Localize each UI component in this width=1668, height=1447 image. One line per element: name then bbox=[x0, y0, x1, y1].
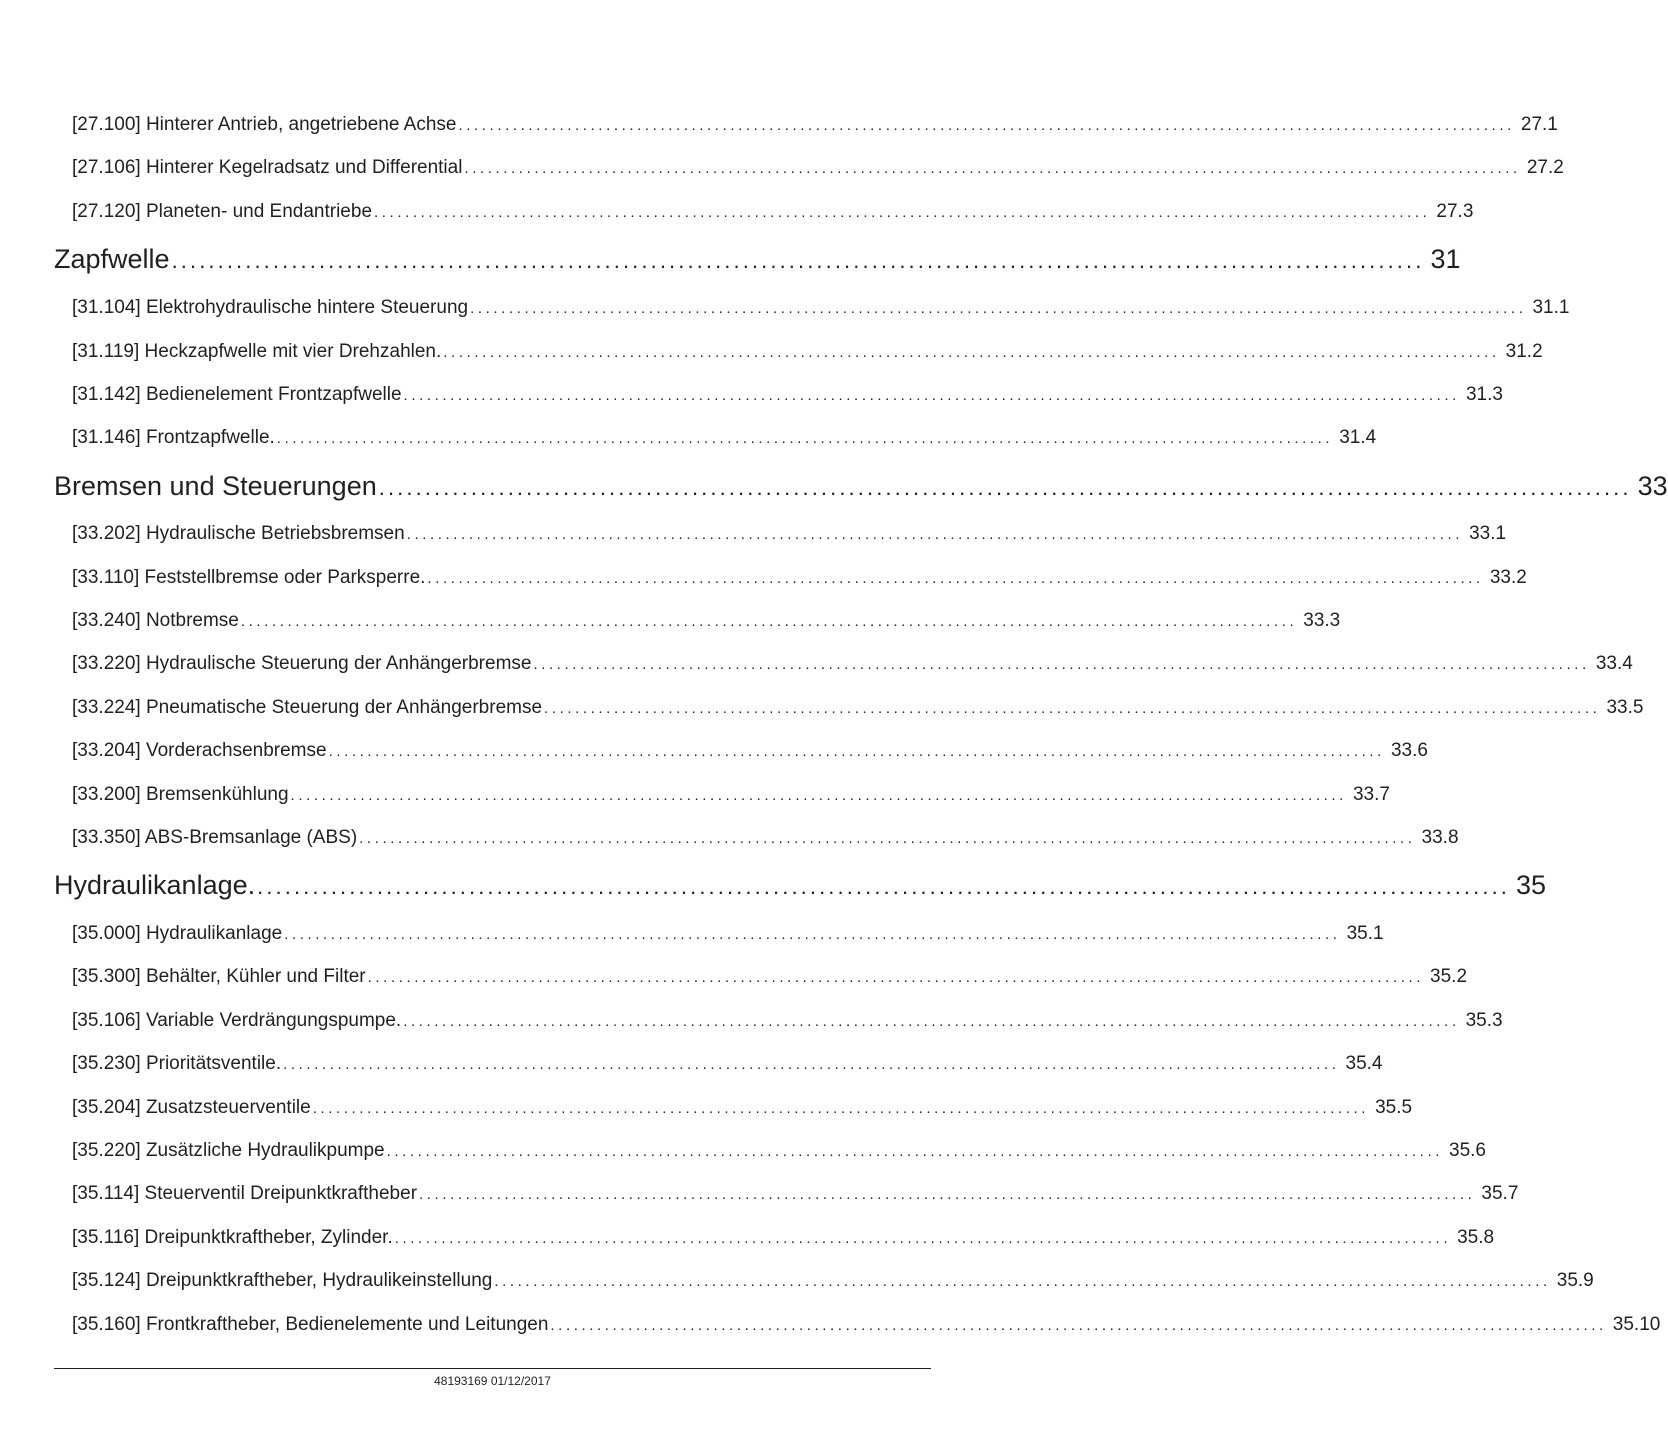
toc-entry[interactable] bbox=[72, 157, 1564, 179]
toc-entry-title: [31.104] Elektrohydraulische hintere Steuerung bbox=[72, 297, 469, 318]
dot-leader: ........................................................................................................................................ bbox=[427, 570, 1484, 587]
toc-entry-title: [35.106] Variable Verdrängungspumpe. bbox=[72, 1010, 402, 1031]
dot-leader: ........................................................................................................................................ bbox=[374, 204, 1431, 221]
dot-leader: ........................................................................................................................................ bbox=[406, 526, 1464, 543]
toc-entry-title: [35.300] Behälter, Kühler und Filter bbox=[72, 966, 366, 987]
dot-leader: ........................................................................................................................................ bbox=[257, 874, 1510, 899]
toc-entry-page: 35.4 bbox=[1345, 1053, 1383, 1074]
toc-section-title: Bremsen und Steuerungen bbox=[54, 471, 377, 501]
toc-entry-page: 31.3 bbox=[1465, 384, 1503, 405]
toc-entry-title: [35.124] Dreipunktkraftheber, Hydraulikeinstellung bbox=[72, 1270, 493, 1291]
toc-entry-title: [33.220] Hydraulische Steuerung der Anhängerbremse bbox=[72, 653, 532, 674]
toc-section[interactable] bbox=[54, 244, 1461, 275]
toc-entry[interactable] bbox=[72, 653, 1633, 675]
toc-entry[interactable] bbox=[72, 201, 1474, 223]
toc-entry-page: 31.1 bbox=[1532, 297, 1570, 318]
toc-entry-page: 35.7 bbox=[1481, 1183, 1519, 1204]
dot-leader: ........................................................................................................................................ bbox=[550, 1317, 1607, 1334]
toc-entry[interactable] bbox=[72, 1314, 1661, 1336]
toc-entry-page: 27.2 bbox=[1526, 157, 1564, 178]
toc-entry-title: [35.114] Steuerventil Dreipunktkraftheber bbox=[72, 1183, 418, 1204]
dot-leader: ........................................................................................................................................ bbox=[240, 613, 1298, 630]
toc-entry-page: 35.9 bbox=[1556, 1270, 1594, 1291]
dot-leader: ........................................................................................................................................ bbox=[544, 700, 1601, 717]
toc-entry-page: 33.5 bbox=[1606, 697, 1644, 718]
toc-entry-title: [27.120] Planeten- und Endantriebe bbox=[72, 201, 373, 222]
toc-section-page: 31 bbox=[1430, 244, 1461, 274]
toc-entry-title: [35.116] Dreipunktkraftheber, Zylinder. bbox=[72, 1227, 393, 1248]
dot-leader: ........................................................................................................................................ bbox=[367, 969, 1425, 986]
toc-entry[interactable] bbox=[72, 523, 1507, 545]
toc-entry-title: [33.110] Feststellbremse oder Parksperre. bbox=[72, 567, 426, 588]
dot-leader: ........................................................................................................................................ bbox=[403, 1013, 1460, 1030]
toc-entry-title: [33.200] Bremsenkühlung bbox=[72, 784, 289, 805]
toc-entry[interactable] bbox=[72, 610, 1341, 632]
toc-entry[interactable] bbox=[72, 827, 1459, 849]
toc-entry-page: 35.2 bbox=[1430, 966, 1468, 987]
toc-entry-title: [31.142] Bedienelement Frontzapfwelle bbox=[72, 384, 402, 405]
toc-section-page: 33 bbox=[1637, 471, 1668, 501]
dot-leader: ........................................................................................................................................ bbox=[419, 1186, 1476, 1203]
dot-leader: ........................................................................................................................................ bbox=[386, 1143, 1443, 1160]
toc-section-page: 35 bbox=[1516, 870, 1547, 900]
toc-entry[interactable] bbox=[72, 784, 1390, 806]
toc-entry-page: 35.6 bbox=[1449, 1140, 1486, 1161]
toc-entry-page: 33.1 bbox=[1469, 523, 1507, 544]
toc-entry[interactable] bbox=[72, 427, 1377, 449]
toc-entry[interactable] bbox=[72, 1053, 1383, 1075]
toc-entry-title: [33.204] Vorderachsenbremse bbox=[72, 740, 327, 761]
toc-entry-title: [33.240] Notbremse bbox=[72, 610, 239, 631]
toc-entry-page: 35.3 bbox=[1465, 1010, 1503, 1031]
toc-entry-title: [35.204] Zusatzsteuerventile bbox=[72, 1097, 311, 1118]
toc-entry-title: [27.106] Hinterer Kegelradsatz und Differential bbox=[72, 157, 463, 178]
dot-leader: ........................................................................................................................................ bbox=[494, 1273, 1551, 1290]
dot-leader: ........................................................................................................................................ bbox=[312, 1100, 1370, 1117]
toc-entry[interactable] bbox=[72, 297, 1570, 319]
toc-section-title: Zapfwelle bbox=[54, 244, 170, 274]
dot-leader: ........................................................................................................................................ bbox=[458, 117, 1515, 134]
toc-entry-page: 35.5 bbox=[1375, 1097, 1413, 1118]
toc-entry-title: [33.350] ABS-Bremsanlage (ABS) bbox=[72, 827, 358, 848]
footer-divider bbox=[54, 1368, 931, 1369]
dot-leader: ........................................................................................................................................ bbox=[533, 656, 1590, 673]
toc-entry-page: 31.4 bbox=[1339, 427, 1377, 448]
toc-entry-title: [35.160] Frontkraftheber, Bedienelemente und Leitungen bbox=[72, 1314, 549, 1335]
dot-leader: ........................................................................................................................................ bbox=[290, 787, 1347, 804]
toc-entry[interactable] bbox=[72, 923, 1384, 945]
toc-entry-title: [33.202] Hydraulische Betriebsbremsen bbox=[72, 523, 405, 544]
toc-entry-title: [31.119] Heckzapfwelle mit vier Drehzahlen. bbox=[72, 341, 442, 362]
dot-leader: ........................................................................................................................................ bbox=[328, 743, 1385, 760]
toc-entry-page: 33.2 bbox=[1489, 567, 1527, 588]
toc-entry[interactable] bbox=[72, 1270, 1594, 1292]
dot-leader: ........................................................................................................................................ bbox=[443, 344, 1500, 361]
toc-entry-title: [31.146] Frontzapfwelle. bbox=[72, 427, 275, 448]
toc-entry[interactable] bbox=[72, 384, 1503, 406]
toc-entry[interactable] bbox=[72, 1140, 1486, 1162]
dot-leader: ........................................................................................................................................ bbox=[378, 475, 1632, 500]
toc-entry-title: [35.230] Prioritätsventile. bbox=[72, 1053, 282, 1074]
toc-entry-page: 35.10 bbox=[1612, 1314, 1661, 1335]
toc-entry[interactable] bbox=[72, 1097, 1413, 1119]
toc-section-title: Hydraulikanlage. bbox=[54, 870, 256, 900]
toc-entry[interactable] bbox=[72, 114, 1558, 136]
toc-entry-page: 33.4 bbox=[1595, 653, 1633, 674]
dot-leader: ........................................................................................................................................ bbox=[470, 300, 1527, 317]
dot-leader: ........................................................................................................................................ bbox=[464, 160, 1521, 177]
toc-entry-page: 31.2 bbox=[1505, 341, 1543, 362]
toc-section[interactable] bbox=[54, 471, 1668, 502]
toc-entry[interactable] bbox=[72, 1227, 1495, 1249]
dot-leader: ........................................................................................................................................ bbox=[171, 248, 1425, 273]
toc-entry[interactable] bbox=[72, 341, 1543, 363]
toc-entry-page: 33.7 bbox=[1352, 784, 1390, 805]
dot-leader: ........................................................................................................................................ bbox=[359, 830, 1416, 847]
toc-entry[interactable] bbox=[72, 1010, 1503, 1032]
toc-entry-page: 27.1 bbox=[1520, 114, 1558, 135]
toc-entry-page: 33.6 bbox=[1390, 740, 1428, 761]
toc-entry-page: 33.8 bbox=[1421, 827, 1459, 848]
dot-leader: ........................................................................................................................................ bbox=[283, 1056, 1340, 1073]
toc-entry-page: 27.3 bbox=[1436, 201, 1474, 222]
toc-entry-title: [33.224] Pneumatische Steuerung der Anhängerbremse bbox=[72, 697, 543, 718]
toc-entry[interactable] bbox=[72, 567, 1527, 589]
footer-doc-reference: 48193169 01/12/2017 bbox=[434, 1374, 551, 1388]
toc-entry-page: 33.3 bbox=[1303, 610, 1341, 631]
toc-entry-title: [35.220] Zusätzliche Hydraulikpumpe bbox=[72, 1140, 385, 1161]
toc-entry-page: 35.1 bbox=[1346, 923, 1384, 944]
dot-leader: ........................................................................................................................................ bbox=[276, 430, 1334, 447]
toc-entry[interactable] bbox=[72, 740, 1428, 762]
dot-leader: ........................................................................................................................................ bbox=[284, 926, 1341, 943]
dot-leader: ........................................................................................................................................ bbox=[394, 1230, 1452, 1247]
toc-entry[interactable] bbox=[72, 966, 1468, 988]
dot-leader: ........................................................................................................................................ bbox=[403, 387, 1460, 404]
toc-entry-title: [35.000] Hydraulikanlage bbox=[72, 923, 283, 944]
toc-entry[interactable] bbox=[72, 1183, 1519, 1205]
toc-entry[interactable] bbox=[72, 697, 1644, 719]
toc-entry-title: [27.100] Hinterer Antrieb, angetriebene Achse bbox=[72, 114, 457, 135]
toc-section[interactable] bbox=[54, 870, 1547, 901]
toc-entry-page: 35.8 bbox=[1457, 1227, 1495, 1248]
